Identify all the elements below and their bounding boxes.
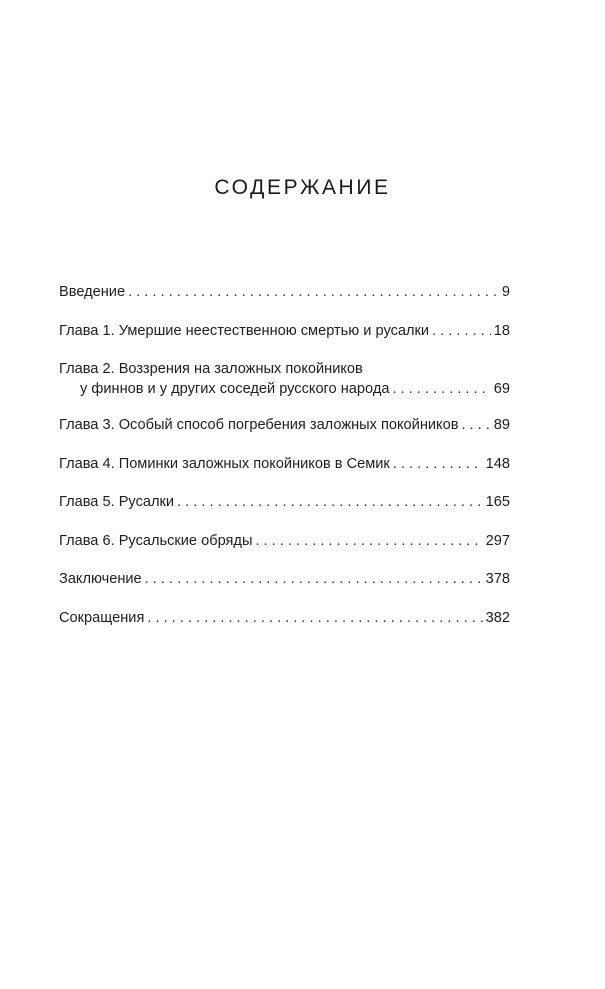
toc-page-number: 148 [485,455,510,472]
toc-entry-chapter-1[interactable] [59,321,510,341]
dot-leader [128,282,499,302]
toc-entry-abbreviations[interactable] [59,608,510,628]
toc-entry-chapter-5[interactable] [59,492,510,512]
toc-page-number: 297 [485,532,510,549]
toc-entry-title: Заключение [59,571,142,587]
table-of-contents [59,282,510,646]
toc-page-number: 89 [493,417,510,433]
toc-page-number: 69 [493,381,510,397]
dot-leader [255,531,482,551]
toc-entry-chapter-6[interactable] [59,531,510,551]
toc-entry-title: Введение [59,284,126,300]
dot-leader [392,379,490,399]
toc-page-number: 9 [501,284,510,300]
dot-leader [145,569,483,589]
toc-entry-title: Глава 6. Русальские обряды [59,532,253,549]
dot-leader [147,608,482,628]
toc-entry-introduction[interactable] [59,282,510,302]
dot-leader [461,415,490,435]
dot-leader [393,454,483,474]
dot-leader [432,321,491,341]
toc-entry-title: Глава 1. Умершие неестественною смертью и русалки [59,322,430,339]
toc-entry-title: Глава 3. Особый способ погребения заложных покойников [59,417,459,433]
toc-entry-title: Глава 4. Поминки заложных покойников в Семик [59,455,390,472]
toc-entry-title-continuation: у финнов и у других соседей русского народа [80,381,390,397]
toc-entry-chapter-3[interactable] [59,415,510,435]
dot-leader [177,492,483,512]
toc-entry-chapter-2[interactable] [59,359,510,399]
toc-page-number: 18 [493,322,510,339]
toc-entry-title-first-line: Глава 2. Воззрения на заложных покойников [59,361,363,377]
toc-page-number: 165 [485,494,510,510]
toc-page-number: 378 [485,571,510,587]
toc-entry-conclusion[interactable] [59,569,510,589]
toc-page-number: 382 [485,609,510,626]
toc-entry-title: Сокращения [59,609,145,626]
toc-entry-chapter-4[interactable] [59,454,510,474]
toc-entry-title: Глава 5. Русалки [59,494,175,510]
page-title: СОДЕРЖАНИЕ [214,176,391,199]
